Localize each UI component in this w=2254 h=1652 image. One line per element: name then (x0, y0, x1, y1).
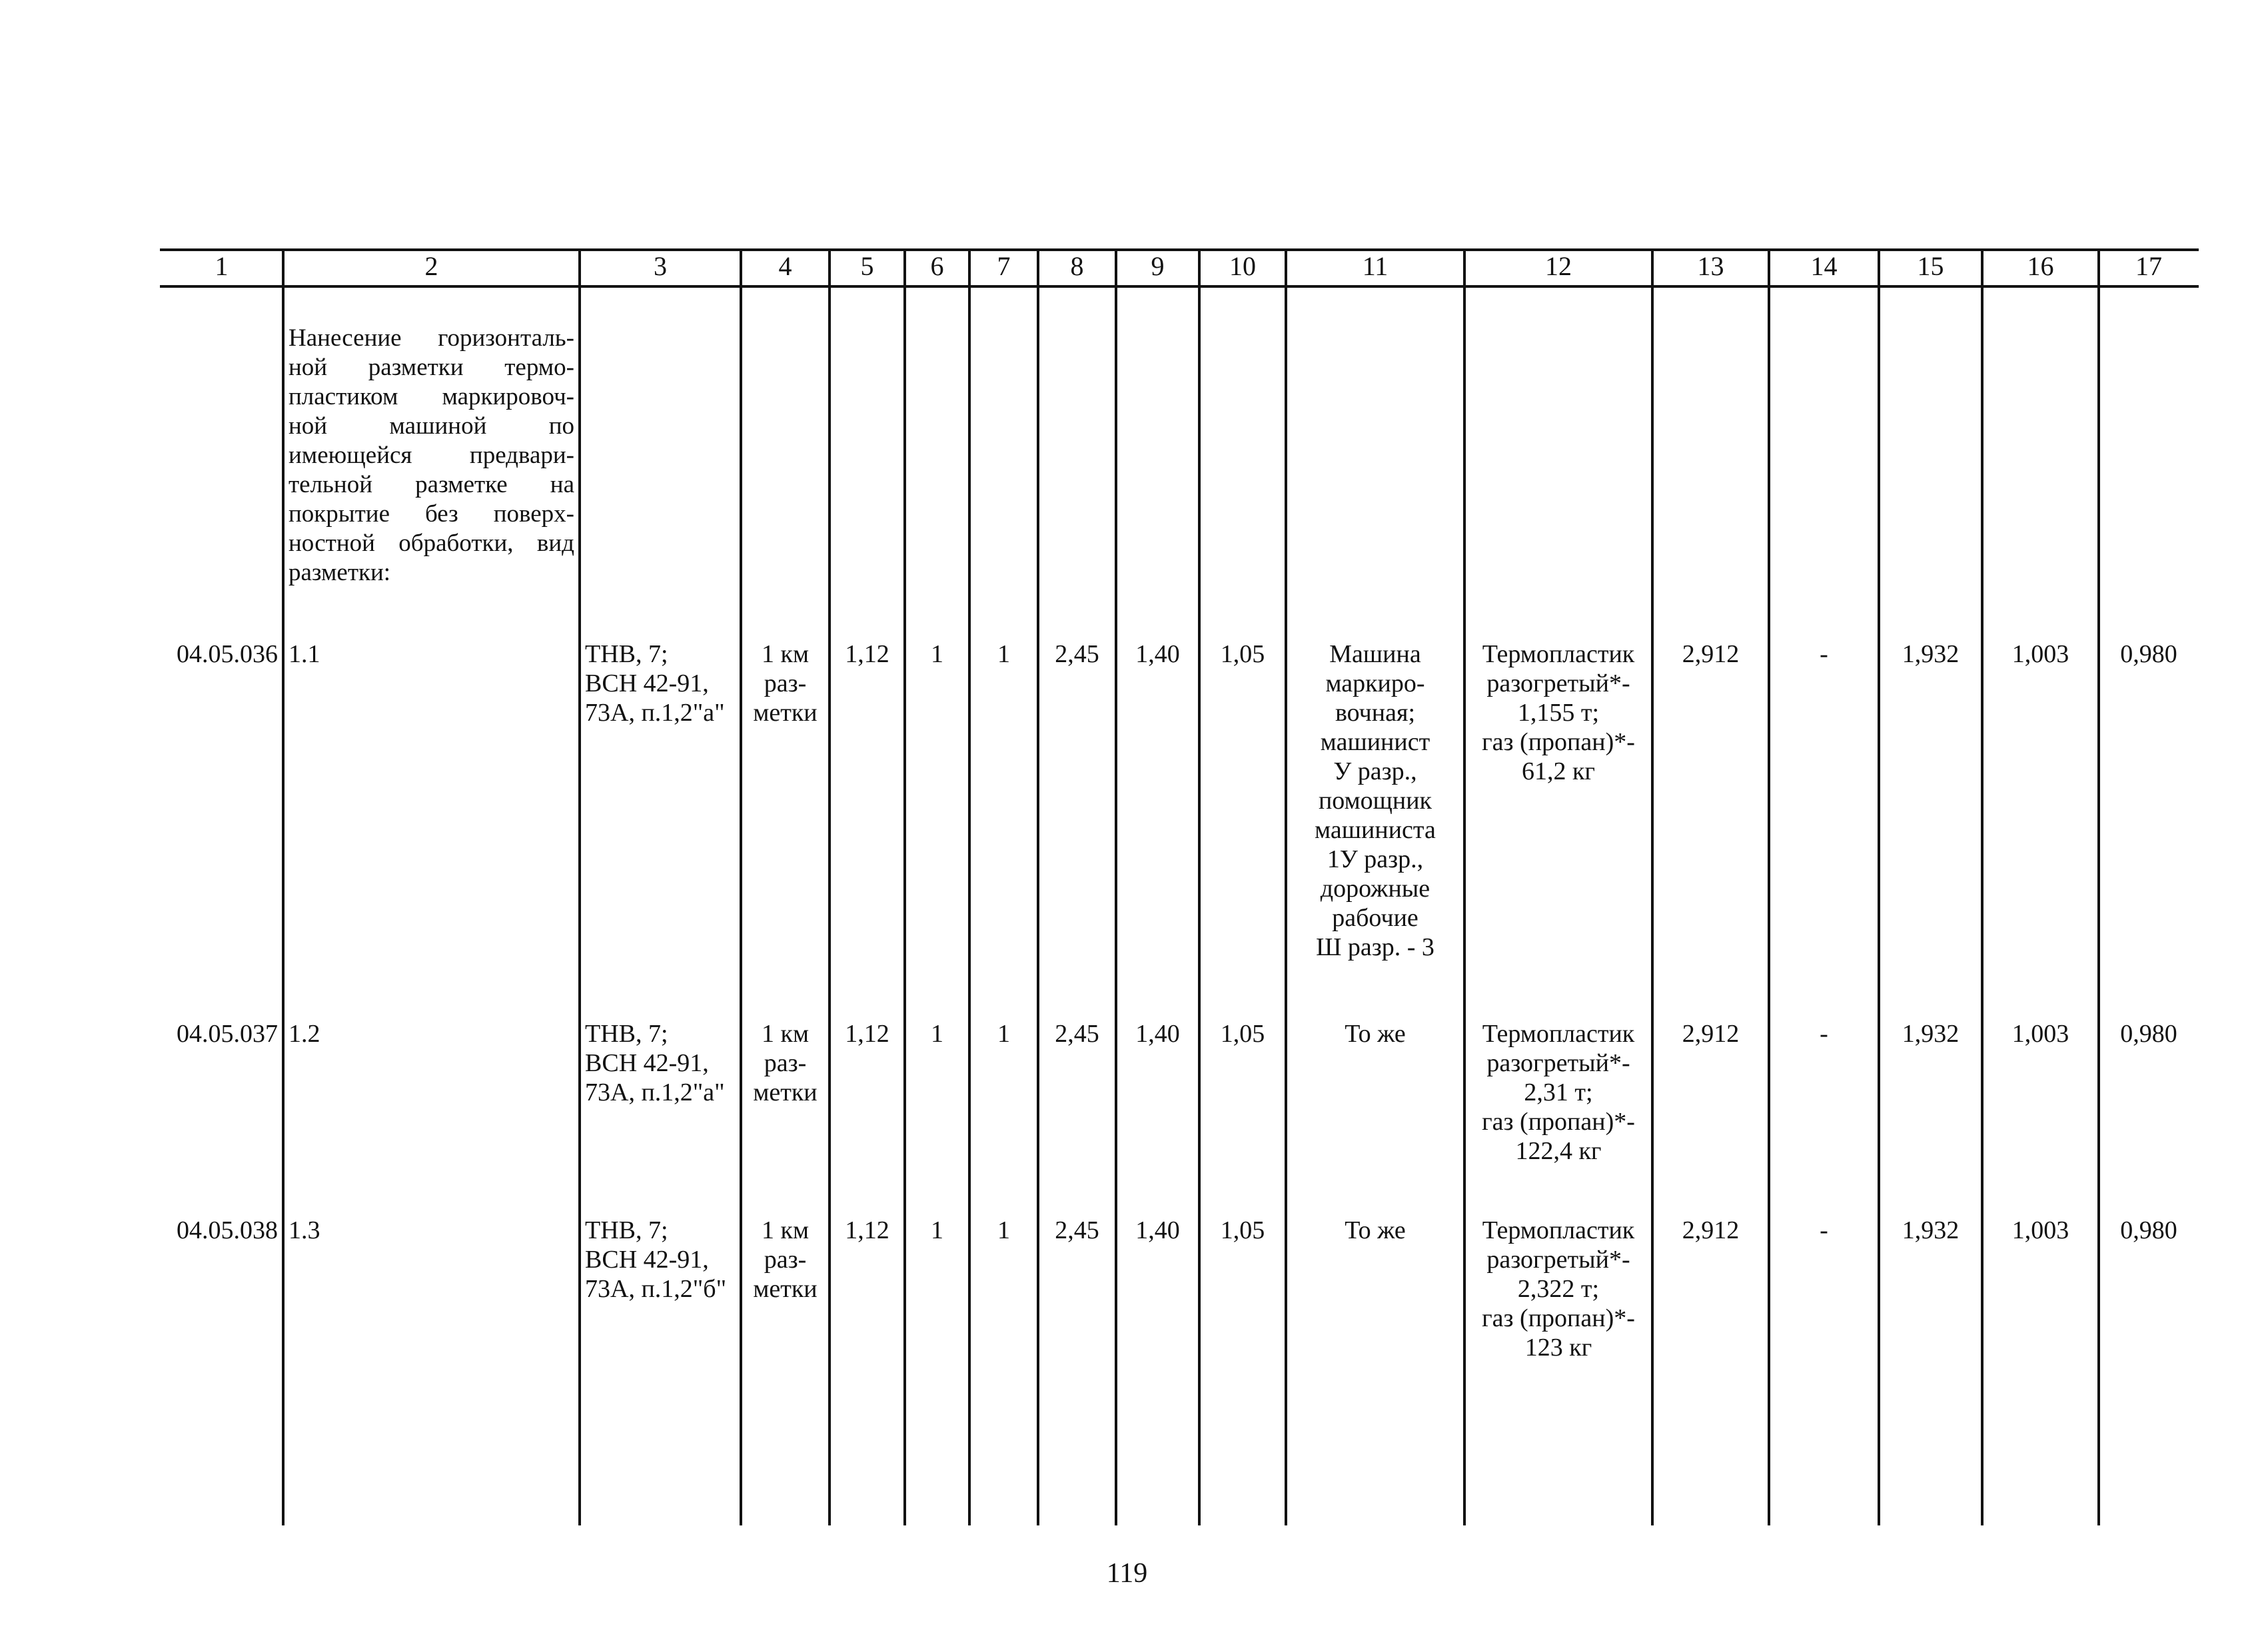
column-rule (903, 248, 906, 1525)
column-rule (968, 248, 971, 1525)
column-number: 16 (2027, 251, 2054, 281)
description-line: Нанесение горизонталь- (288, 324, 574, 352)
row-col9: 1,40 (1135, 1020, 1180, 1048)
column-rule (1115, 248, 1117, 1525)
column-rule (828, 248, 831, 1525)
column-number: 8 (1070, 251, 1084, 281)
column-number: 17 (2135, 251, 2162, 281)
row-col14: - (1820, 640, 1828, 668)
row-unit: 1 км раз- метки (753, 1020, 818, 1106)
row-col15: 1,932 (1902, 1020, 1960, 1048)
description-line: ностной обработки, вид (288, 530, 574, 557)
column-number: 6 (930, 251, 944, 281)
row-col16: 1,003 (2011, 1216, 2069, 1244)
column-rule (1037, 248, 1039, 1525)
row-item: 1.2 (288, 1020, 320, 1048)
column-number: 2 (424, 251, 438, 281)
row-col7: 1 (997, 1020, 1010, 1048)
column-number: 9 (1151, 251, 1165, 281)
column-rule (1463, 248, 1466, 1525)
row-col5: 1,12 (845, 1020, 889, 1048)
description-line: пластиком маркировоч- (288, 383, 574, 410)
row-col6: 1 (931, 1020, 943, 1048)
column-number: 1 (215, 251, 229, 281)
header-bottom-rule (160, 285, 2199, 288)
description-line: разметки: (288, 559, 391, 586)
column-rule (1768, 248, 1770, 1525)
row-col13: 2,912 (1682, 1216, 1740, 1244)
column-rule (1981, 248, 1983, 1525)
row-col10: 1,05 (1220, 640, 1265, 668)
row-col7: 1 (997, 1216, 1010, 1244)
row-reference: ТНВ, 7; ВСН 42-91, 73А, п.1,2"б" (585, 1216, 727, 1303)
description-line: ной разметки термо- (288, 354, 574, 381)
column-number: 13 (1697, 251, 1724, 281)
column-number: 10 (1229, 251, 1256, 281)
row-unit: 1 км раз- метки (753, 1216, 818, 1303)
row-col9: 1,40 (1135, 640, 1180, 668)
column-rule (740, 248, 742, 1525)
row-col5: 1,12 (845, 640, 889, 668)
page-number: 119 (1106, 1558, 1148, 1589)
column-number: 14 (1810, 251, 1838, 281)
column-rule (1651, 248, 1654, 1525)
column-number: 3 (654, 251, 667, 281)
row-item: 1.3 (288, 1216, 320, 1244)
column-number: 4 (778, 251, 792, 281)
row-col6: 1 (931, 1216, 943, 1244)
row-col14: - (1820, 1216, 1828, 1244)
row-col17: 0,980 (2120, 640, 2177, 668)
column-rule (578, 248, 581, 1525)
row-col17: 0,980 (2120, 1020, 2177, 1048)
column-rule (1198, 248, 1201, 1525)
column-rule (1878, 248, 1880, 1525)
row-item: 1.1 (288, 640, 320, 668)
row-code: 04.05.037 (177, 1020, 278, 1048)
row-col8: 2,45 (1055, 1216, 1099, 1244)
row-reference: ТНВ, 7; ВСН 42-91, 73А, п.1,2"а" (585, 1020, 725, 1106)
row-col10: 1,05 (1220, 1216, 1265, 1244)
row-materials: Термопластик разогретый*- 2,322 т; газ (пропан)*- 123 кг (1482, 1216, 1635, 1362)
description-line: имеющейся предвари- (288, 442, 574, 469)
row-unit: 1 км раз- метки (753, 640, 818, 727)
row-machinery: Машина маркиро- вочная; машинист У разр., помощник машиниста 1У разр., дорожные рабочие Ш разр. - 3 (1315, 640, 1436, 961)
row-col13: 2,912 (1682, 1020, 1740, 1048)
row-col9: 1,40 (1135, 1216, 1180, 1244)
row-col8: 2,45 (1055, 1020, 1099, 1048)
description-line: ной машиной по (288, 412, 574, 440)
row-col17: 0,980 (2120, 1216, 2177, 1244)
column-rule (2097, 248, 2100, 1525)
row-machinery: То же (1345, 1216, 1406, 1244)
row-col13: 2,912 (1682, 640, 1740, 668)
row-col16: 1,003 (2011, 1020, 2069, 1048)
row-col16: 1,003 (2011, 640, 2069, 668)
row-machinery: То же (1345, 1020, 1406, 1048)
column-number: 7 (997, 251, 1011, 281)
row-col7: 1 (997, 640, 1010, 668)
row-col8: 2,45 (1055, 640, 1099, 668)
row-col15: 1,932 (1902, 1216, 1960, 1244)
row-col6: 1 (931, 640, 943, 668)
column-number: 11 (1362, 251, 1389, 281)
column-rule (1285, 248, 1287, 1525)
column-number: 12 (1545, 251, 1572, 281)
row-code: 04.05.036 (177, 640, 278, 668)
description-line: тельной разметке на (288, 471, 574, 498)
column-rule (282, 248, 284, 1525)
column-number: 15 (1917, 251, 1944, 281)
row-materials: Термопластик разогретый*- 2,31 т; газ (пропан)*- 122,4 кг (1482, 1020, 1635, 1165)
row-col10: 1,05 (1220, 1020, 1265, 1048)
row-code: 04.05.038 (177, 1216, 278, 1244)
row-col5: 1,12 (845, 1216, 889, 1244)
row-reference: ТНВ, 7; ВСН 42-91, 73А, п.1,2"а" (585, 640, 725, 727)
description-line: покрытие без поверх- (288, 500, 574, 528)
row-col15: 1,932 (1902, 640, 1960, 668)
column-number: 5 (860, 251, 874, 281)
row-materials: Термопластик разогретый*- 1,155 т; газ (пропан)*- 61,2 кг (1482, 640, 1635, 785)
work-description (288, 324, 574, 588)
row-col14: - (1820, 1020, 1828, 1048)
